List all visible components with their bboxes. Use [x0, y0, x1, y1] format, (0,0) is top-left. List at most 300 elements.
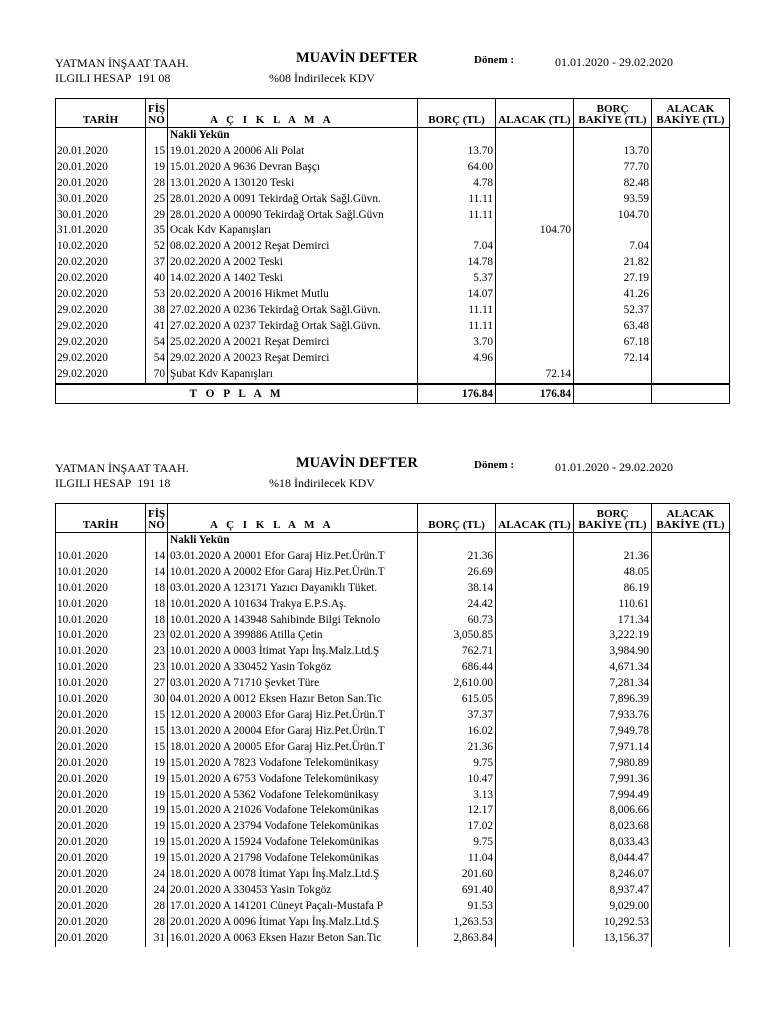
row-date: 20.01.2020	[56, 756, 146, 772]
row-alacak-bakiye	[652, 597, 730, 613]
row-fis-no: 18	[146, 581, 168, 597]
row-date: 20.01.2020	[56, 144, 146, 160]
row-description: 15.01.2020 A 6753 Vodafone Telekomünikasy	[168, 772, 418, 788]
row-description: 12.01.2020 A 20003 Efor Garaj Hiz.Pet.Ürün.T	[168, 708, 418, 724]
col-header-borc-bakiye	[574, 504, 652, 533]
row-borc-bakiye: 7,994.49	[574, 788, 652, 804]
row-alacak-bakiye	[652, 819, 730, 835]
row-fis-no: 19	[146, 819, 168, 835]
table-row	[56, 565, 730, 581]
row-alacak-bakiye	[652, 208, 730, 224]
row-date: 20.01.2020	[56, 835, 146, 851]
row-alacak-bakiye	[652, 756, 730, 772]
table-row	[56, 915, 730, 931]
row-fis-no: 19	[146, 851, 168, 867]
row-description: 25.02.2020 A 20021 Reşat Demirci	[168, 335, 418, 351]
table-row	[56, 803, 730, 819]
row-borc-bakiye: 7,991.36	[574, 772, 652, 788]
row-date: 20.02.2020	[56, 271, 146, 287]
row-date: 20.01.2020	[56, 708, 146, 724]
row-date: 10.01.2020	[56, 692, 146, 708]
row-date: 30.01.2020	[56, 192, 146, 208]
row-date: 10.01.2020	[56, 676, 146, 692]
nakli-empty	[652, 533, 730, 549]
row-date: 20.01.2020	[56, 740, 146, 756]
row-borc: 3.13	[418, 788, 496, 804]
row-borc: 60.73	[418, 613, 496, 629]
row-borc-bakiye: 10,292.53	[574, 915, 652, 931]
total-label: T O P L A M	[56, 384, 418, 404]
nakli-empty	[496, 128, 574, 144]
row-alacak	[496, 851, 574, 867]
row-alacak-bakiye	[652, 772, 730, 788]
row-date: 20.01.2020	[56, 883, 146, 899]
row-alacak	[496, 692, 574, 708]
row-alacak-bakiye	[652, 367, 730, 384]
col-header-borc: BORÇ (TL)	[418, 504, 496, 533]
row-borc-bakiye: 3,984.90	[574, 644, 652, 660]
nakli-empty	[146, 128, 168, 144]
row-date: 10.01.2020	[56, 660, 146, 676]
row-date: 20.01.2020	[56, 867, 146, 883]
table-row	[56, 740, 730, 756]
account-label: ILGILI HESAP	[55, 71, 132, 85]
table-row	[56, 287, 730, 303]
row-description: 27.02.2020 A 0236 Tekirdağ Ortak Sağl.Güvn.	[168, 303, 418, 319]
row-date: 20.01.2020	[56, 931, 146, 947]
table-row	[56, 613, 730, 629]
row-borc: 21.36	[418, 740, 496, 756]
row-date: 10.01.2020	[56, 565, 146, 581]
row-alacak-bakiye	[652, 915, 730, 931]
row-alacak	[496, 931, 574, 947]
nakli-yekun-label: Nakli Yekün	[168, 128, 418, 144]
row-alacak-bakiye	[652, 740, 730, 756]
row-alacak	[496, 271, 574, 287]
row-borc: 10.47	[418, 772, 496, 788]
row-borc: 91.53	[418, 899, 496, 915]
row-alacak-bakiye	[652, 351, 730, 367]
row-date: 20.02.2020	[56, 255, 146, 271]
account-name: %08 İndirilecek KDV	[269, 71, 375, 85]
row-alacak	[496, 708, 574, 724]
row-borc-bakiye	[574, 367, 652, 384]
nakli-yekun-row	[56, 533, 730, 549]
row-borc-bakiye: 52.37	[574, 303, 652, 319]
row-alacak	[496, 915, 574, 931]
row-alacak-bakiye	[652, 931, 730, 947]
row-fis-no: 28	[146, 915, 168, 931]
row-alacak: 72.14	[496, 367, 574, 384]
ledger-header	[55, 50, 719, 98]
row-borc-bakiye: 21.82	[574, 255, 652, 271]
row-alacak	[496, 644, 574, 660]
row-alacak-bakiye	[652, 708, 730, 724]
table-row	[56, 692, 730, 708]
row-date: 20.01.2020	[56, 772, 146, 788]
col-header-aciklama: A Ç I K L A M A	[168, 504, 418, 533]
row-date: 29.02.2020	[56, 351, 146, 367]
row-alacak-bakiye	[652, 303, 730, 319]
table-row	[56, 549, 730, 565]
col-header-borc-bakiye	[574, 99, 652, 128]
table-row	[56, 867, 730, 883]
row-borc: 7.04	[418, 239, 496, 255]
table-row	[56, 255, 730, 271]
row-borc: 686.44	[418, 660, 496, 676]
account-name: %18 İndirilecek KDV	[269, 476, 375, 490]
row-alacak-bakiye	[652, 803, 730, 819]
row-fis-no: 30	[146, 692, 168, 708]
table-row	[56, 899, 730, 915]
row-description: 15.01.2020 A 7823 Vodafone Telekomünikasy	[168, 756, 418, 772]
table-row	[56, 756, 730, 772]
col-header-fis-no	[146, 99, 168, 128]
row-borc-bakiye: 13,156.37	[574, 931, 652, 947]
row-alacak	[496, 549, 574, 565]
fis-header-top: FİŞ	[148, 508, 166, 520]
row-alacak	[496, 303, 574, 319]
row-alacak	[496, 192, 574, 208]
row-date: 10.01.2020	[56, 549, 146, 565]
period-value: 01.01.2020 - 29.02.2020	[555, 460, 673, 474]
nakli-empty	[56, 533, 146, 549]
row-borc: 11.11	[418, 208, 496, 224]
row-alacak-bakiye	[652, 851, 730, 867]
row-alacak-bakiye	[652, 223, 730, 239]
row-borc: 64.00	[418, 160, 496, 176]
table-row	[56, 271, 730, 287]
table-row	[56, 883, 730, 899]
row-fis-no: 70	[146, 367, 168, 384]
row-fis-no: 28	[146, 176, 168, 192]
row-borc: 37.37	[418, 708, 496, 724]
row-borc-bakiye: 48.05	[574, 565, 652, 581]
row-date: 10.01.2020	[56, 644, 146, 660]
row-borc-bakiye: 110.61	[574, 597, 652, 613]
row-description: 15.01.2020 A 21026 Vodafone Telekomünikas	[168, 803, 418, 819]
row-borc: 201.60	[418, 867, 496, 883]
row-description: 14.02.2020 A 1402 Teski	[168, 271, 418, 287]
col-header-alacak: ALACAK (TL)	[496, 99, 574, 128]
row-borc-bakiye	[574, 223, 652, 239]
row-borc: 21.36	[418, 549, 496, 565]
row-fis-no: 19	[146, 788, 168, 804]
row-date: 20.01.2020	[56, 915, 146, 931]
row-description: 13.01.2020 A 130120 Teski	[168, 176, 418, 192]
col-header-tarih: TARİH	[56, 504, 146, 533]
row-description: 20.01.2020 A 330453 Yasin Tokgöz	[168, 883, 418, 899]
total-borc: 176.84	[418, 384, 496, 404]
row-date: 10.01.2020	[56, 581, 146, 597]
row-alacak	[496, 883, 574, 899]
row-fis-no: 24	[146, 883, 168, 899]
row-date: 29.02.2020	[56, 303, 146, 319]
row-fis-no: 40	[146, 271, 168, 287]
total-row	[56, 384, 730, 404]
total-alacak: 176.84	[496, 384, 574, 404]
row-description: 02.01.2020 A 399886 Atilla Çetin	[168, 628, 418, 644]
row-description: 15.01.2020 A 9636 Devran Başçı	[168, 160, 418, 176]
row-description: 10.01.2020 A 330452 Yasin Tokgöz	[168, 660, 418, 676]
total-alacak-bakiye	[652, 384, 730, 404]
row-borc: 3.70	[418, 335, 496, 351]
row-description: 10.01.2020 A 0003 İtimat Yapı İnş.Malz.Ltd.Ş	[168, 644, 418, 660]
row-borc: 4.96	[418, 351, 496, 367]
alacak-bakiye-top: ALACAK	[666, 103, 715, 115]
alacak-bakiye-bottom: BAKİYE (TL)	[656, 519, 725, 531]
account-code: 191 18	[137, 476, 171, 490]
row-borc: 12.17	[418, 803, 496, 819]
row-borc-bakiye: 86.19	[574, 581, 652, 597]
row-description: 20.02.2020 A 2002 Teski	[168, 255, 418, 271]
row-borc: 9.75	[418, 835, 496, 851]
row-alacak	[496, 756, 574, 772]
row-borc: 16.02	[418, 724, 496, 740]
row-alacak	[496, 208, 574, 224]
row-date: 29.02.2020	[56, 367, 146, 384]
row-date: 10.02.2020	[56, 239, 146, 255]
row-fis-no: 19	[146, 835, 168, 851]
row-borc-bakiye: 7.04	[574, 239, 652, 255]
row-alacak	[496, 597, 574, 613]
row-borc-bakiye: 8,044.47	[574, 851, 652, 867]
row-alacak	[496, 676, 574, 692]
col-header-aciklama: A Ç I K L A M A	[168, 99, 418, 128]
table-row	[56, 208, 730, 224]
row-alacak	[496, 899, 574, 915]
row-fis-no: 52	[146, 239, 168, 255]
row-alacak	[496, 287, 574, 303]
row-borc-bakiye: 72.14	[574, 351, 652, 367]
row-borc: 11.04	[418, 851, 496, 867]
row-fis-no: 53	[146, 287, 168, 303]
row-fis-no: 23	[146, 644, 168, 660]
header-row	[56, 99, 730, 128]
nakli-empty	[56, 128, 146, 144]
fis-header-bottom: NO	[148, 114, 165, 126]
row-fis-no: 23	[146, 628, 168, 644]
row-fis-no: 27	[146, 676, 168, 692]
row-date: 10.01.2020	[56, 628, 146, 644]
nakli-empty	[574, 533, 652, 549]
table-row	[56, 303, 730, 319]
row-borc-bakiye: 8,006.66	[574, 803, 652, 819]
row-fis-no: 18	[146, 597, 168, 613]
row-description: 03.01.2020 A 20001 Efor Garaj Hiz.Pet.Ürün.T	[168, 549, 418, 565]
table-row	[56, 176, 730, 192]
row-alacak	[496, 144, 574, 160]
row-alacak-bakiye	[652, 788, 730, 804]
row-fis-no: 23	[146, 660, 168, 676]
row-fis-no: 38	[146, 303, 168, 319]
row-borc-bakiye: 7,971.14	[574, 740, 652, 756]
row-borc-bakiye: 7,980.89	[574, 756, 652, 772]
table-row	[56, 367, 730, 384]
borc-bakiye-top: BORÇ	[596, 508, 629, 520]
row-borc-bakiye: 8,246.07	[574, 867, 652, 883]
row-alacak	[496, 803, 574, 819]
row-description: 13.01.2020 A 20004 Efor Garaj Hiz.Pet.Ürün.T	[168, 724, 418, 740]
row-description: 29.02.2020 A 20023 Reşat Demirci	[168, 351, 418, 367]
account-info	[55, 71, 170, 86]
row-borc: 11.11	[418, 192, 496, 208]
borc-bakiye-bottom: BAKİYE (TL)	[578, 519, 647, 531]
row-borc: 11.11	[418, 319, 496, 335]
row-alacak-bakiye	[652, 192, 730, 208]
row-alacak-bakiye	[652, 867, 730, 883]
row-borc-bakiye: 63.48	[574, 319, 652, 335]
row-alacak	[496, 788, 574, 804]
row-borc-bakiye: 9,029.00	[574, 899, 652, 915]
table-row	[56, 319, 730, 335]
table-row	[56, 628, 730, 644]
row-alacak-bakiye	[652, 835, 730, 851]
row-description: 16.01.2020 A 0063 Eksen Hazır Beton San.Tic	[168, 931, 418, 947]
row-description: 10.01.2020 A 20002 Efor Garaj Hiz.Pet.Ürün.T	[168, 565, 418, 581]
row-alacak-bakiye	[652, 613, 730, 629]
row-borc: 14.78	[418, 255, 496, 271]
row-alacak-bakiye	[652, 176, 730, 192]
row-borc-bakiye: 82.48	[574, 176, 652, 192]
table-row	[56, 835, 730, 851]
row-borc-bakiye: 4,671.34	[574, 660, 652, 676]
row-borc: 9.75	[418, 756, 496, 772]
col-header-alacak-bakiye	[652, 99, 730, 128]
table-row	[56, 708, 730, 724]
row-alacak	[496, 176, 574, 192]
row-borc: 1,263.53	[418, 915, 496, 931]
row-alacak-bakiye	[652, 724, 730, 740]
row-alacak-bakiye	[652, 160, 730, 176]
row-borc-bakiye: 27.19	[574, 271, 652, 287]
row-borc: 11.11	[418, 303, 496, 319]
company-name: YATMAN İNŞAAT TAAH.	[55, 461, 189, 475]
total-borc-bakiye	[574, 384, 652, 404]
row-borc-bakiye: 21.36	[574, 549, 652, 565]
col-header-alacak-bakiye	[652, 504, 730, 533]
col-header-tarih: TARİH	[56, 99, 146, 128]
row-description: 20.02.2020 A 20016 Hikmet Mutlu	[168, 287, 418, 303]
ledger-191-08	[55, 50, 725, 404]
row-fis-no: 14	[146, 565, 168, 581]
row-fis-no: 54	[146, 335, 168, 351]
row-fis-no: 18	[146, 613, 168, 629]
row-borc-bakiye: 7,933.76	[574, 708, 652, 724]
row-borc: 14.07	[418, 287, 496, 303]
row-alacak	[496, 319, 574, 335]
row-description: 28.01.2020 A 00090 Tekirdağ Ortak Sağl.Güvn	[168, 208, 418, 224]
nakli-yekun-row	[56, 128, 730, 144]
ledger-table	[55, 503, 730, 947]
row-borc-bakiye: 77.70	[574, 160, 652, 176]
row-fis-no: 54	[146, 351, 168, 367]
row-date: 31.01.2020	[56, 223, 146, 239]
row-alacak-bakiye	[652, 899, 730, 915]
row-borc-bakiye: 8,033.43	[574, 835, 652, 851]
account-label: ILGILI HESAP	[55, 476, 132, 490]
row-alacak	[496, 351, 574, 367]
period-label: Dönem :	[474, 54, 515, 66]
table-row	[56, 724, 730, 740]
company-name: YATMAN İNŞAAT TAAH.	[55, 56, 189, 70]
row-fis-no: 24	[146, 867, 168, 883]
row-date: 10.01.2020	[56, 597, 146, 613]
row-description: 18.01.2020 A 0078 İtimat Yapı İnş.Malz.Ltd.Ş	[168, 867, 418, 883]
period-value: 01.01.2020 - 29.02.2020	[555, 55, 673, 69]
table-row	[56, 597, 730, 613]
row-borc: 2,610.00	[418, 676, 496, 692]
row-borc	[418, 367, 496, 384]
row-borc: 13.70	[418, 144, 496, 160]
row-fis-no: 37	[146, 255, 168, 271]
row-borc	[418, 223, 496, 239]
row-alacak	[496, 819, 574, 835]
row-alacak	[496, 772, 574, 788]
table-row	[56, 335, 730, 351]
row-description: 15.01.2020 A 15924 Vodafone Telekomünikas	[168, 835, 418, 851]
row-date: 20.01.2020	[56, 160, 146, 176]
row-borc-bakiye: 13.70	[574, 144, 652, 160]
table-row	[56, 160, 730, 176]
row-description: 19.01.2020 A 20006 Ali Polat	[168, 144, 418, 160]
row-alacak	[496, 335, 574, 351]
row-borc-bakiye: 67.18	[574, 335, 652, 351]
ledger-title: MUAVİN DEFTER	[296, 50, 418, 66]
row-description: 10.01.2020 A 101634 Trakya E.P.S.Aş.	[168, 597, 418, 613]
row-borc: 615.05	[418, 692, 496, 708]
table-row	[56, 772, 730, 788]
row-fis-no: 31	[146, 931, 168, 947]
row-alacak-bakiye	[652, 144, 730, 160]
alacak-bakiye-top: ALACAK	[666, 508, 715, 520]
table-row	[56, 676, 730, 692]
row-alacak	[496, 565, 574, 581]
period-label: Dönem :	[474, 459, 515, 471]
row-description: 04.01.2020 A 0012 Eksen Hazır Beton San.Tic	[168, 692, 418, 708]
row-alacak	[496, 867, 574, 883]
row-fis-no: 35	[146, 223, 168, 239]
row-date: 29.02.2020	[56, 335, 146, 351]
row-borc: 38.14	[418, 581, 496, 597]
nakli-empty	[418, 128, 496, 144]
table-row	[56, 581, 730, 597]
row-description: 17.01.2020 A 141201 Cüneyt Paçalı-Mustafa P	[168, 899, 418, 915]
ledger-header	[55, 455, 719, 503]
row-alacak-bakiye	[652, 549, 730, 565]
row-alacak	[496, 835, 574, 851]
row-date: 20.01.2020	[56, 899, 146, 915]
row-alacak-bakiye	[652, 319, 730, 335]
header-row	[56, 504, 730, 533]
row-alacak	[496, 628, 574, 644]
row-description: 18.01.2020 A 20005 Efor Garaj Hiz.Pet.Ürün.T	[168, 740, 418, 756]
row-borc-bakiye: 171.34	[574, 613, 652, 629]
row-alacak-bakiye	[652, 628, 730, 644]
row-alacak-bakiye	[652, 287, 730, 303]
nakli-empty	[418, 533, 496, 549]
table-row	[56, 819, 730, 835]
row-description: 10.01.2020 A 143948 Sahibinde Bilgi Teknolo	[168, 613, 418, 629]
row-description: 27.02.2020 A 0237 Tekirdağ Ortak Sağl.Güvn.	[168, 319, 418, 335]
row-borc: 3,050.85	[418, 628, 496, 644]
row-borc: 26.69	[418, 565, 496, 581]
row-alacak-bakiye	[652, 883, 730, 899]
row-alacak	[496, 255, 574, 271]
row-fis-no: 15	[146, 708, 168, 724]
ledger-191-18	[55, 455, 725, 947]
row-borc-bakiye: 7,949.78	[574, 724, 652, 740]
